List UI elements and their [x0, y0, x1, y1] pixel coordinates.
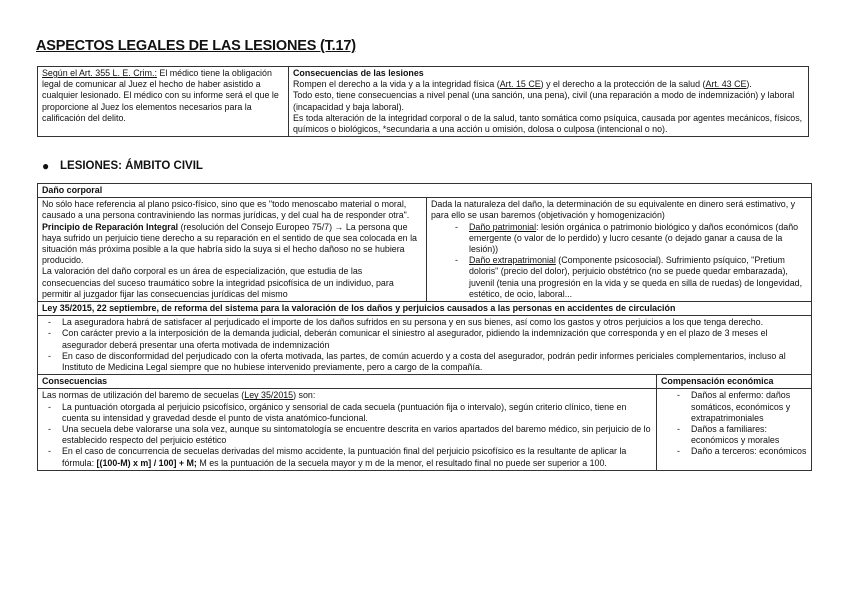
compensacion-item: - Daño a terceros: económicos: [691, 446, 807, 457]
consequences-heading: Consecuencias de las lesiones: [293, 68, 424, 78]
dano-patrimonial-item: - Daño patrimonial: lesión orgánica o patrimonio biológico y daños económicos (daño emergente (o valor de lo perdido) y lucro cesante (o dejado ganar a causa de la lesión)): [469, 222, 807, 256]
ley-item: - En caso de disconformidad del perjudicado con la oferta motivada, las partes, de común acuerdo y a costa del asegurador, podrán pedir informes periciales complementarios, incluso al Instituto de Medicina Legal siempre que no hubiese intervenido previamente, pero a cargo de la compañía.: [62, 351, 807, 373]
compensacion-cell: [657, 389, 812, 470]
dano-definition: No sólo hace referencia al plano psico-físico, sino que es "todo menoscabo material o moral, causado a una persona contraviniendo las normas jurídicas, y del cual ha de responder otra".: [42, 199, 410, 221]
bullet-dot-icon: ●: [42, 159, 50, 173]
consecuencias-cell: [38, 389, 657, 470]
baremo-intro: Las normas de utilización del baremo de secuelas (Ley 35/2015) son:: [42, 390, 316, 401]
dano-corporal-header: Daño corporal: [38, 184, 812, 198]
civil-bullet: [42, 159, 203, 173]
civil-table: [37, 183, 812, 471]
civil-bullet-label: LESIONES: ÁMBITO CIVIL: [60, 160, 203, 172]
art-15-ce: Art. 15 CE: [499, 79, 541, 90]
ley-35-2015-header: Ley 35/2015, 22 septiembre, de reforma del sistema para la valoración de los daños y perjuicios causados a las personas en accidentes de circulación: [38, 302, 812, 316]
art-355-text: El médico tiene la obligación legal de comunicar al Juez el hecho de haber asistido a cualquier lesionado. El médico con su informe será el que le proporcione al Juez los elementos necesarios para la calificación del delito.: [42, 68, 279, 123]
valoracion-text: La valoración del daño corporal es un área de especialización, que estudia de las consecuencias del suceso traumático sobre la integridad psicofísica de un individuo, para permitir al juzgador fijar las consecuencias jurídicas del mismo: [42, 266, 394, 299]
compensacion-item: - Daños al enfermo: daños somáticos, económicos y extrapatrimoniales: [691, 390, 807, 424]
ley-item: - Con carácter previo a la interposición de la demanda judicial, deberán comunicar el siniestro al asegurador, pidiendo la indemnización que corresponda y en el plazo de 3 meses el asegurador deberá presentar una oferta motivada de indemnización: [62, 328, 807, 350]
consecuencias-header: Consecuencias: [38, 375, 657, 389]
compensacion-header: Compensación económica: [657, 375, 812, 389]
baremos-intro: Dada la naturaleza del daño, la determinación de su equivalente en dinero será estimativo, y para ello se usan baremos (objetivación y homogenización): [431, 199, 796, 221]
principio-reparacion: Principio de Reparación Integral (resolución del Consejo Europeo 75/7) → La persona que haya sufrido un perjuicio tiene derecho a su reparación en el sentido de que sea colocada en la situación más próxima posible a la que habría sido la suya si el hecho dañoso no se hubiera producido.: [42, 221, 417, 266]
baremo-item: - Una secuela debe valorarse una sola vez, aunque su sintomatología se encuentre descrita en varios apartados del baremo médico, sin perjuicio de lo establecido respecto del perjuicio estético: [62, 424, 652, 446]
consequences-line-3: Es toda alteración de la integridad corporal o de la salud, tanto somática como psíquica, causada por agentes mecánicos, físicos, químicos o biológicos, *secundaria a una acción u omisión, dolosa o culposa (intencional o no).: [293, 112, 803, 135]
consequences-line-2: Todo esto, tiene consecuencias a nivel penal (una sanción, una pena), civil (una reparación a modo de indemnización) y laboral (incapacidad y baja laboral).: [293, 90, 795, 112]
ley-35-2015-link: Ley 35/2015: [244, 390, 294, 401]
ley-item: - La aseguradora habrá de satisfacer al perjudicado el importe de los daños sufridos en su persona y en sus bienes, así como los gastos y otros perjuicios a los que tenga derecho.: [62, 317, 807, 328]
dano-extrapatrimonial-item: - Daño extrapatrimonial (Componente psicosocial). Sufrimiento psíquico, "Pretium doloris" (precio del dolor), perjuicio obstétrico (no se puede quedar embarazada), juvenil (tenia una progresión en la vida y se queda en silla de ruedas) de longevidad, estético, de ocio, laboral...: [469, 255, 807, 300]
baremo-item: - La puntuación otorgada al perjuicio psicofísico, orgánico y sensorial de cada secuela (puntuación fija o intervalo), según criterio clínico, tiene en cuenta su intensidad y gravedad desde el punto de vista anatómico-funcional.: [62, 402, 652, 424]
page-title: ASPECTOS LEGALES DE LAS LESIONES (T.17): [36, 38, 356, 54]
dano-right-cell: [427, 198, 812, 302]
baremo-item-formula: - En el caso de concurrencia de secuelas derivadas del mismo accidente, la puntuación final del perjuicio psicofísico es la resultante de aplicar la fórmula: [(100-M) x m] / 100] + M; M es la puntuación de la secuela mayor y m de la menor, el resultado final no puede ser superior a 100.: [62, 446, 652, 468]
consequences-cell: [289, 67, 809, 137]
legal-table: [37, 66, 809, 137]
dano-left-cell: [38, 198, 427, 302]
compensacion-item: - Daños a familiares: económicos y morales: [691, 424, 807, 446]
ley-items-cell: [38, 316, 812, 375]
formula: [(100-M) x m] / 100] + M;: [96, 457, 197, 468]
consequences-line-1: Rompen el derecho a la vida y a la integridad física (Art. 15 CE) y el derecho a la protección de la salud (Art. 43 CE).: [293, 79, 752, 90]
art-355-link: Según el Art. 355 L. E. Crim.:: [42, 68, 157, 78]
art-43-ce: Art. 43 CE: [705, 79, 747, 90]
art-355-cell: [38, 67, 289, 137]
